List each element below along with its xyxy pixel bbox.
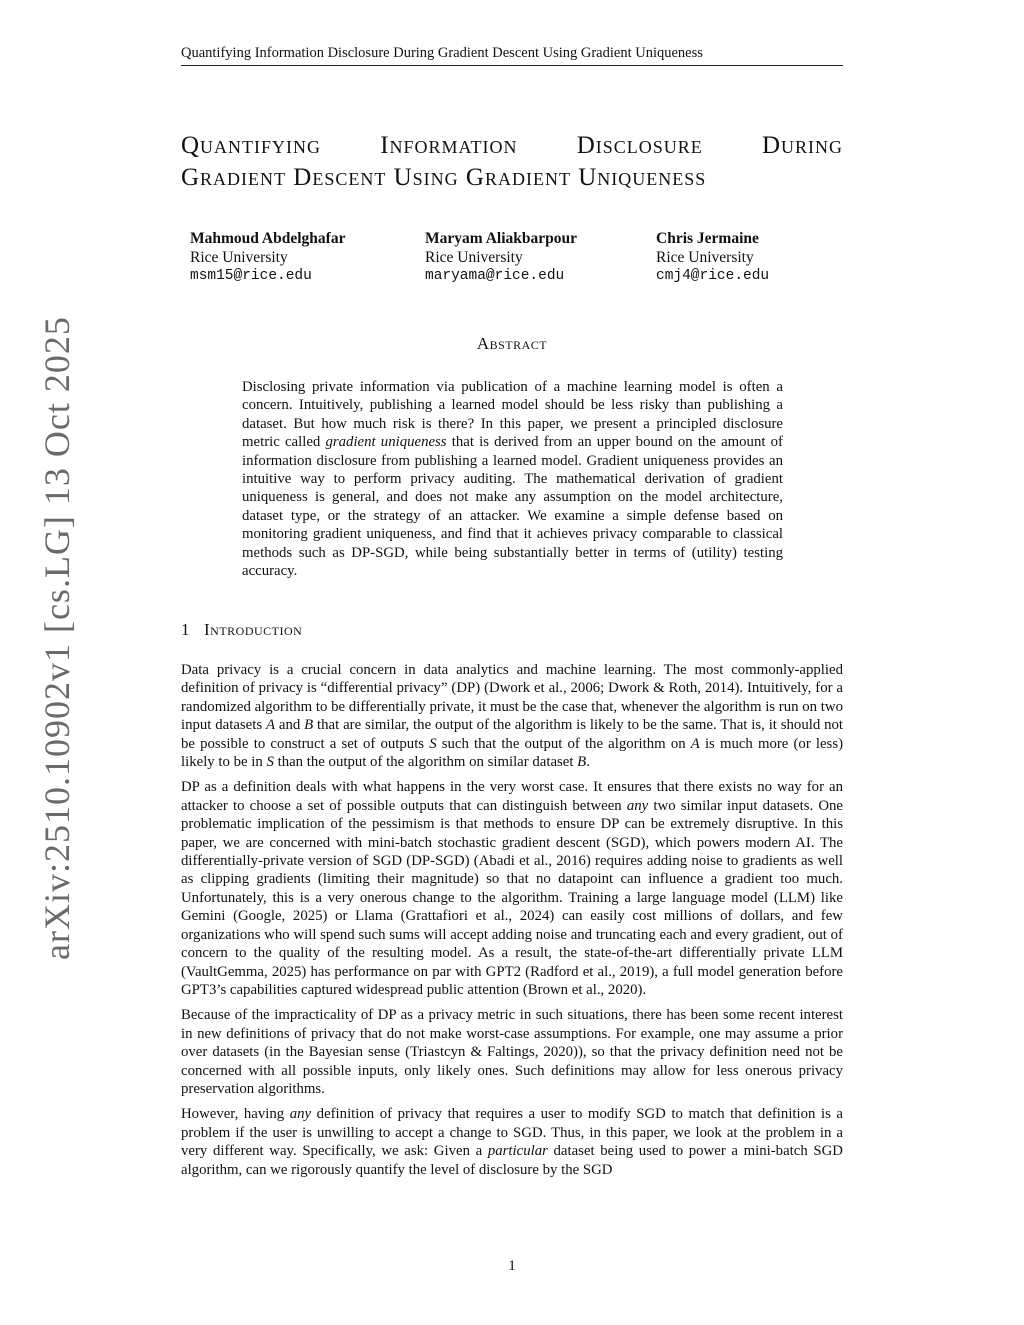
text-run: .: [586, 754, 590, 771]
text-run: than the output of the algorithm on similar dataset: [273, 754, 578, 771]
paragraph: [181, 778, 843, 999]
author-affiliation: Rice University: [656, 248, 754, 266]
abstract-text-part: that is derived from an upper bound on the amount of information disclosure from publishing a learned model. Gradient uniqueness provides an intuitive way to perform privacy auditing. The mathematical derivation of gradient uniqueness is general, and does not make any assumption on the model architecture, dataset type, or the strategy of an attacker. We examine a simple defense based on monitoring gradient uniqueness, and find that it achieves privacy comparable to classical methods such as DP-SGD, while being substantially better in terms of (utility) testing accuracy.: [242, 434, 783, 580]
text-run: DP as a definition deals with what happens in the very worst case. It ensures that there exists no way for an attacker to choose a set of possible outputs that can distinguish between: [181, 779, 843, 814]
abstract-emphasis: gradient uniqueness: [325, 434, 447, 451]
text-run: However, having: [181, 1106, 290, 1123]
emphasis: any: [626, 797, 649, 814]
author-affiliation: Rice University: [425, 248, 523, 266]
author-1: [190, 230, 345, 286]
paragraph: [181, 661, 843, 771]
author-email[interactable]: msm15@rice.edu: [190, 268, 312, 284]
emphasis: any: [289, 1106, 312, 1123]
paper-title: [181, 130, 843, 194]
section-number: 1: [181, 620, 190, 639]
introduction-body: [181, 661, 843, 1186]
arxiv-identifier-stamp[interactable]: arXiv:2510.10902v1 [cs.LG] 13 Oct 2025: [37, 316, 77, 960]
text-run: two similar input datasets. One problematic implication of the pessimism is that methods to ensure DP can be extremely disruptive. In this paper, we are concerned with mini-batch stochastic gradient descent (SGD), which powers modern AI. The differentially-private version of SGD (DP-SGD) (Abadi et al., 2016) requires adding noise to gradients as well as clipping gradients (limiting their magnitude) so that no datapoint can influence a gradient too much. Unfortunately, this is a very onerous change to the algorithm. Training a large language model (LLM) like Gemini (Google, 2025) or Llama (Grattafiori et al., 2024) can easily cost millions of dollars, and few organizations who will spend such sums will accept adding noise and truncating each and every gradient, out of concern to the quality of the resulting model. As a result, the state-of-the-art differentially private LLM (VaultGemma, 2025) has performance on par with GPT2 (Radford et al., 2019), a full model generation before GPT3’s capabilities captured widespread public attention (Brown et al., 2020).: [181, 797, 843, 998]
author-name: Maryam Aliakbarpour: [425, 230, 577, 247]
page-number: 1: [508, 1258, 516, 1274]
math-variable: A: [690, 735, 700, 752]
abstract-text: [242, 378, 783, 580]
abstract-heading: Abstract: [476, 334, 548, 353]
author-2: [425, 230, 577, 286]
emphasis: particular: [487, 1143, 548, 1160]
author-name: Mahmoud Abdelghafar: [190, 230, 346, 247]
abstract-text-part: Disclosing private information via publication of a machine learning model is often a concern. Intuitively, publishing a learned model should be less risky than publishing a dataset. But how much risk is there? In this paper, we present a principled disclosure metric called: [242, 379, 783, 451]
text-run: such that the output of the algorithm on: [436, 735, 691, 752]
math-variable: B: [304, 717, 314, 734]
text-run: dataset being used to power a mini-batch SGD algorithm, can we rigorously quantify the level of disclosure by the SGD: [181, 1143, 843, 1178]
text-run: and: [275, 717, 305, 734]
paragraph: [181, 1105, 843, 1179]
paper-title-line-1: Quantifying Information Disclosure During: [181, 132, 843, 159]
text-run: definition of privacy that requires a user to modify SGD to match that definition is a problem if the user is unwilling to accept a change to SGD. Thus, in this paper, we look at the problem in a very different way. Specifically, we ask: Given a: [181, 1106, 844, 1160]
paper-title-line-2: Gradient Descent Using Gradient Uniqueness: [181, 164, 707, 191]
running-head: Quantifying Information Disclosure During Gradient Descent Using Gradient Uniqueness: [181, 44, 843, 66]
author-email[interactable]: cmj4@rice.edu: [656, 268, 770, 284]
math-variable: B: [577, 754, 587, 771]
author-affiliation: Rice University: [190, 248, 288, 266]
author-block: [0, 230, 1024, 290]
text-run: is much more (or less) likely to be in: [181, 735, 844, 771]
author-email[interactable]: maryama@rice.edu: [425, 268, 565, 284]
section-heading-introduction: [181, 620, 302, 640]
text-run: Because of the impracticality of DP as a privacy metric in such situations, there has been some recent interest in new definitions of privacy that do not make worst-case assumptions. For example, one may assume a prior over datasets (in the Bayesian sense (Triastcyn & Faltings, 2020)), so that the privacy definition need not be concerned with all possible inputs, only likely ones. Such definitions may allow for less onerous privacy preservation algorithms.: [181, 1007, 843, 1097]
author-name: Chris Jermaine: [656, 230, 759, 247]
author-3: [656, 230, 769, 286]
math-variable: A: [265, 717, 276, 734]
section-title: Introduction: [204, 620, 303, 639]
paragraph: [181, 1006, 843, 1098]
text-run: Data privacy is a crucial concern in data analytics and machine learning. The most commonly-applied definition of privacy is “differential privacy” (DP) (Dwork et al., 2006; Dwork & Roth, 2014). Intuitively, for a randomized algorithm to be differentially private, it must be the case that, whenever the algorithm is run on two input datasets: [181, 662, 843, 734]
math-variable: S: [266, 754, 274, 771]
math-variable: S: [429, 735, 437, 752]
text-run: that are similar, the output of the algorithm is likely to be the same. That is, it should not be possible to construct a set of outputs: [181, 717, 844, 752]
